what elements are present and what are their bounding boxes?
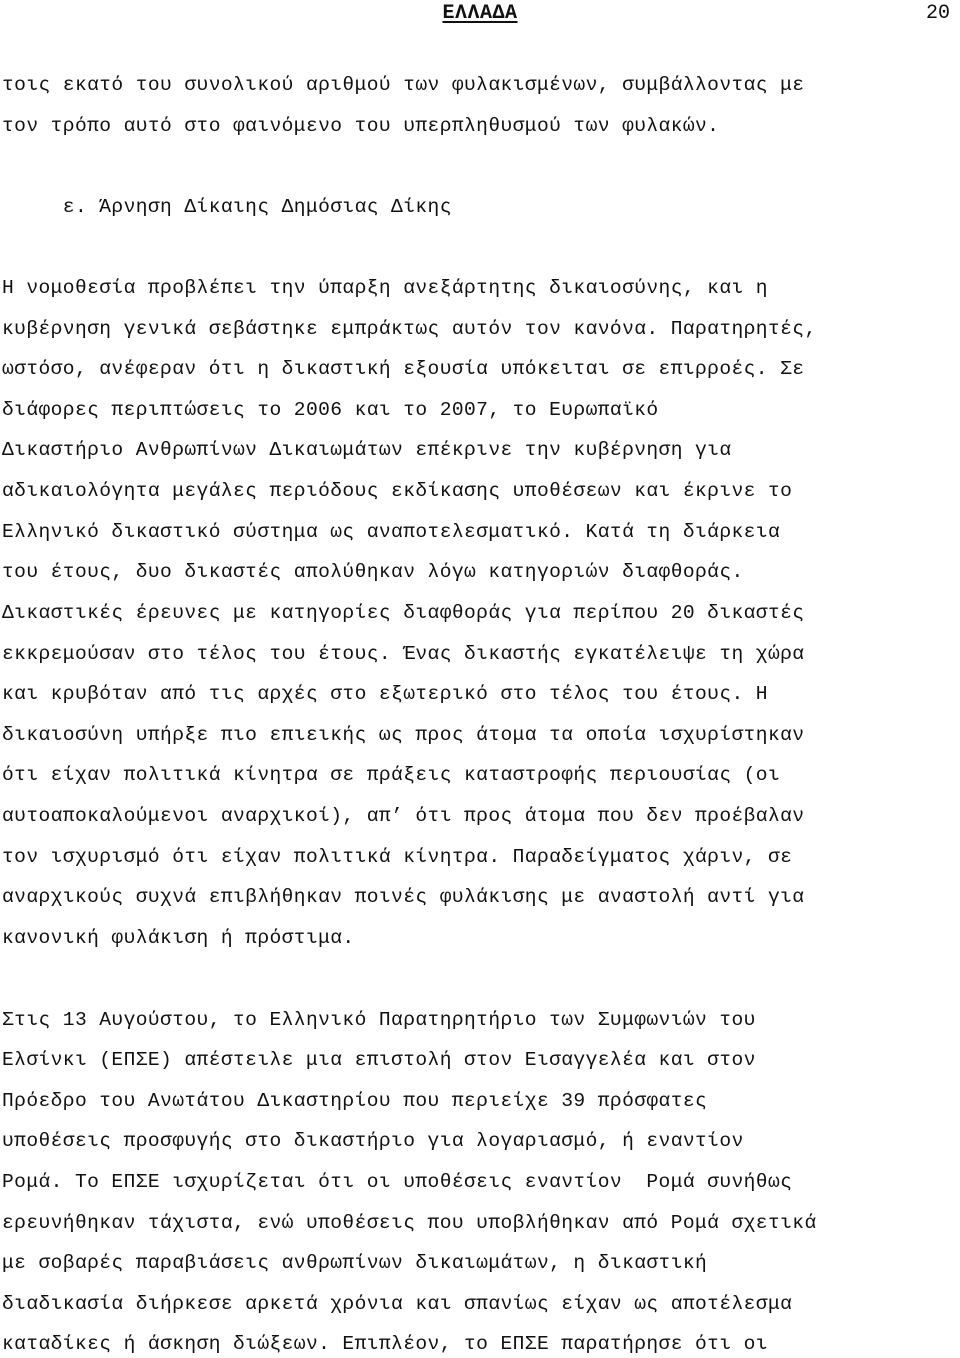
- text-line: διαδικασία διήρκεσε αρκετά χρόνια και σπανίως είχαν ως αποτέλεσμα: [2, 1293, 793, 1315]
- country-title: ΕΛΛΑΔΑ: [442, 2, 518, 25]
- page-number: 20: [925, 2, 950, 25]
- text-line: Η νομοθεσία προβλέπει την ύπαρξη ανεξάρτητης δικαιοσύνης, και η: [2, 277, 768, 299]
- text-line: τον τρόπο αυτό στο φαινόμενο του υπερπληθυσμού των φυλακών.: [2, 115, 720, 137]
- text-line: Πρόεδρο του Ανωτάτου Δικαστηρίου που περιείχε 39 πρόσφατες: [2, 1090, 708, 1112]
- text-line: κανονική φυλάκιση ή πρόστιμα.: [2, 927, 355, 949]
- text-line: δικαιοσύνη υπήρξε πιο επιεικής ως προς άτομα τα οποία ισχυρίστηκαν: [2, 724, 805, 746]
- text-line: και κρυβόταν από τις αρχές στο εξωτερικό στο τέλος του έτους. Η: [2, 683, 768, 705]
- text-line: ωστόσο, ανέφεραν ότι η δικαστική εξουσία υπόκειται σε επιρροές. Σε: [2, 358, 805, 380]
- text-line: Δικαστικές έρευνες με κατηγορίες διαφθοράς για περίπου 20 δικαστές: [2, 602, 805, 624]
- text-line: ότι είχαν πολιτικά κίνητρα σε πράξεις καταστροφής περιουσίας (οι: [2, 764, 781, 786]
- text-line: τοις εκατό του συνολικού αριθμού των φυλακισμένων, συμβάλλοντας με: [2, 74, 805, 96]
- page-header: [0, 0, 960, 32]
- text-line: με σοβαρές παραβιάσεις ανθρωπίνων δικαιωμάτων, η δικαστική: [2, 1252, 708, 1274]
- text-line: καταδίκες ή άσκηση διώξεων. Επιπλέον, το ΕΠΣΕ παρατήρησε ότι οι: [2, 1333, 768, 1355]
- text-line: αναρχικούς συχνά επιβλήθηκαν ποινές φυλάκισης με αναστολή αντί για: [2, 886, 805, 908]
- text-line: του έτους, δυο δικαστές απολύθηκαν λόγω κατηγοριών διαφθοράς.: [2, 561, 744, 583]
- text-line: υποθέσεις προσφυγής στο δικαστήριο για λογαριασμό, ή εναντίον: [2, 1130, 744, 1152]
- text-line: διάφορες περιπτώσεις το 2006 και το 2007, το Ευρωπαϊκό: [2, 399, 659, 421]
- text-line: Ελληνικό δικαστικό σύστημα ως αναποτελεσματικό. Κατά τη διάρκεια: [2, 521, 781, 543]
- section-heading: ε. Άρνηση Δίκαιης Δημόσιας Δίκης: [2, 196, 452, 218]
- text-line: τον ισχυρισμό ότι είχαν πολιτικά κίνητρα. Παραδείγματος χάριν, σε: [2, 846, 793, 868]
- text-line: κυβέρνηση γενικά σεβάστηκε εμπράκτως αυτόν τον κανόνα. Παρατηρητές,: [2, 318, 817, 340]
- text-line: Δικαστήριο Ανθρωπίνων Δικαιωμάτων επέκρινε την κυβέρνηση για: [2, 439, 732, 461]
- text-line: Ρομά. Το ΕΠΣΕ ισχυρίζεται ότι οι υποθέσεις εναντίον Ρομά συνήθως: [2, 1171, 793, 1193]
- text-line: Ελσίνκι (ΕΠΣΕ) απέστειλε μια επιστολή στον Εισαγγελέα και στον: [2, 1049, 756, 1071]
- text-line: Στις 13 Αυγούστου, το Ελληνικό Παρατηρητήριο των Συμφωνιών του: [2, 1009, 756, 1031]
- text-line: ερευνήθηκαν τάχιστα, ενώ υποθέσεις που υποβλήθηκαν από Ρομά σχετικά: [2, 1212, 817, 1234]
- text-line: αυτοαποκαλούμενοι αναρχικοί), απ’ ότι προς άτομα που δεν προέβαλαν: [2, 805, 805, 827]
- text-line: εκκρεμούσαν στο τέλος του έτους. Ένας δικαστής εγκατέλειψε τη χώρα: [2, 643, 805, 665]
- text-line: αδικαιολόγητα μεγάλες περιόδους εκδίκασης υποθέσεων και έκρινε το: [2, 480, 793, 502]
